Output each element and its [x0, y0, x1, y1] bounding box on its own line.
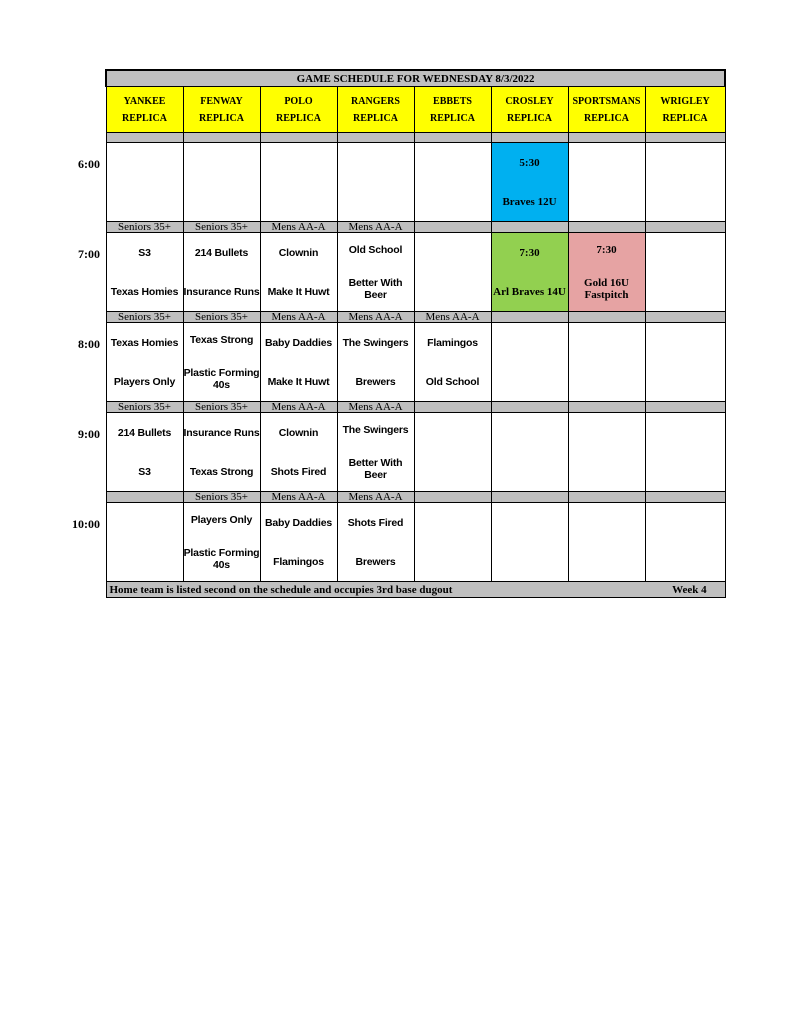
- game-time: 7:30: [596, 243, 617, 256]
- division-label: [568, 222, 645, 233]
- division-label: [568, 312, 645, 323]
- division-row: [106, 312, 725, 323]
- field-header-row: [106, 87, 725, 133]
- home-team: Better With Beer: [348, 456, 403, 481]
- separator-cell: [645, 133, 725, 143]
- division-label: Seniors 35+: [183, 402, 260, 413]
- division-label: Mens AA-A: [260, 402, 337, 413]
- game-cell: [337, 413, 414, 492]
- game-time: 5:30: [519, 156, 540, 169]
- game-cell: [183, 503, 260, 582]
- game-cell: [183, 143, 260, 222]
- division-label: Mens AA-A: [414, 312, 491, 323]
- away-team: Clownin: [278, 246, 319, 259]
- home-team-note: Home team is listed second on the schedule and occupies 3rd base dugout: [109, 583, 453, 596]
- game-cell: [106, 143, 183, 222]
- field-subtitle: REPLICA: [662, 112, 708, 124]
- game-time: 7:30: [519, 246, 540, 259]
- division-label: [491, 312, 568, 323]
- game-cell: [414, 233, 491, 312]
- field-header-rangers: [337, 87, 414, 133]
- separator-cell: [106, 133, 183, 143]
- game-cell: [491, 143, 568, 222]
- game-cell: [414, 143, 491, 222]
- game-cell: [568, 323, 645, 402]
- away-team: Old School: [348, 243, 403, 256]
- division-row: [106, 492, 725, 503]
- game-cell: [645, 323, 725, 402]
- team-name: Braves 12U: [502, 195, 557, 208]
- division-row: [106, 402, 725, 413]
- game-cell: [260, 413, 337, 492]
- away-team: Texas Strong: [189, 333, 254, 346]
- field-name: POLO: [284, 95, 313, 107]
- game-cell: [645, 413, 725, 492]
- week-label: Week 4: [672, 583, 707, 596]
- game-cell: [645, 233, 725, 312]
- game-cell: [337, 233, 414, 312]
- separator-cell: [414, 133, 491, 143]
- division-label: Mens AA-A: [337, 222, 414, 233]
- game-cell: [491, 413, 568, 492]
- division-label: [414, 402, 491, 413]
- division-label: [491, 222, 568, 233]
- away-team: The Swingers: [342, 423, 409, 436]
- division-label: Mens AA-A: [260, 222, 337, 233]
- away-team: Texas Homies: [110, 336, 179, 349]
- field-name: SPORTSMANS: [572, 95, 641, 107]
- away-team: The Swingers: [342, 336, 409, 349]
- division-label: [645, 402, 725, 413]
- footer-row: [106, 582, 725, 598]
- field-subtitle: REPLICA: [429, 112, 475, 124]
- game-row: [106, 503, 725, 582]
- field-header-fenway: [183, 87, 260, 133]
- game-row: [106, 413, 725, 492]
- separator-cell: [260, 133, 337, 143]
- division-row: [106, 222, 725, 233]
- time-label: 9:00: [78, 426, 100, 441]
- division-label: [645, 222, 725, 233]
- schedule-title: GAME SCHEDULE FOR WEDNESDAY 8/3/2022: [106, 70, 725, 87]
- game-cell: [106, 233, 183, 312]
- home-team: Texas Homies: [110, 285, 179, 298]
- home-team: Insurance Runs: [183, 285, 260, 298]
- team-name: Gold 16U Fastpitch: [584, 276, 629, 301]
- division-label: Mens AA-A: [337, 492, 414, 503]
- game-cell: [568, 233, 645, 312]
- separator-cell: [568, 133, 645, 143]
- division-label: [491, 402, 568, 413]
- away-team: Baby Daddies: [264, 516, 333, 529]
- game-cell: [183, 233, 260, 312]
- time-label: 8:00: [78, 336, 100, 351]
- game-cell: [106, 503, 183, 582]
- division-label: [414, 492, 491, 503]
- footer-cell: [106, 582, 725, 598]
- division-label: Seniors 35+: [183, 492, 260, 503]
- separator-row: [106, 133, 725, 143]
- field-name: YANKEE: [123, 95, 166, 107]
- home-team: Texas Strong: [189, 465, 254, 478]
- separator-cell: [337, 133, 414, 143]
- separator-cell: [183, 133, 260, 143]
- division-label: [491, 492, 568, 503]
- game-cell: [260, 143, 337, 222]
- field-subtitle: REPLICA: [121, 112, 167, 124]
- game-cell: [414, 323, 491, 402]
- game-cell: [337, 503, 414, 582]
- home-team: Make It Huwt: [267, 375, 330, 388]
- away-team: 214 Bullets: [194, 246, 249, 259]
- game-cell: [645, 143, 725, 222]
- division-label: Seniors 35+: [106, 222, 183, 233]
- game-cell: [645, 503, 725, 582]
- field-header-wrigley: [645, 87, 725, 133]
- field-name: EBBETS: [433, 95, 472, 107]
- away-team: Flamingos: [427, 336, 478, 349]
- schedule-table: [105, 69, 726, 598]
- home-team: Brewers: [355, 375, 396, 388]
- game-cell: [568, 503, 645, 582]
- separator-cell: [491, 133, 568, 143]
- field-subtitle: REPLICA: [352, 112, 398, 124]
- game-cell: [414, 503, 491, 582]
- division-label: Mens AA-A: [337, 402, 414, 413]
- field-name: CROSLEY: [505, 95, 554, 107]
- home-team: Plastic Forming 40s: [183, 546, 260, 571]
- time-label: 10:00: [72, 516, 100, 531]
- home-team: Shots Fired: [270, 465, 327, 478]
- away-team: S3: [138, 246, 151, 259]
- away-team: 214 Bullets: [117, 426, 172, 439]
- game-cell: [414, 413, 491, 492]
- game-cell: [337, 143, 414, 222]
- game-cell: [183, 413, 260, 492]
- home-team: Plastic Forming 40s: [183, 366, 260, 391]
- field-subtitle: REPLICA: [506, 112, 552, 124]
- time-label: 7:00: [78, 246, 100, 261]
- game-cell: [106, 323, 183, 402]
- field-header-polo: [260, 87, 337, 133]
- home-team: Flamingos: [273, 555, 324, 568]
- division-label: Seniors 35+: [183, 312, 260, 323]
- division-label: Mens AA-A: [260, 492, 337, 503]
- field-subtitle: REPLICA: [198, 112, 244, 124]
- division-label: [414, 222, 491, 233]
- home-team: Better With Beer: [348, 276, 403, 301]
- field-header-sportsmans: [568, 87, 645, 133]
- division-label: Seniors 35+: [106, 312, 183, 323]
- division-label: [106, 492, 183, 503]
- field-subtitle: REPLICA: [583, 112, 629, 124]
- game-cell: [491, 323, 568, 402]
- game-cell: [260, 233, 337, 312]
- field-header-yankee: [106, 87, 183, 133]
- game-row: [106, 323, 725, 402]
- field-header-ebbets: [414, 87, 491, 133]
- home-team: Brewers: [355, 555, 396, 568]
- game-cell: [337, 323, 414, 402]
- game-cell: [183, 323, 260, 402]
- game-cell: [568, 413, 645, 492]
- away-team: Insurance Runs: [183, 426, 260, 439]
- home-team: S3: [138, 465, 151, 478]
- time-label: 6:00: [78, 156, 100, 171]
- division-label: Seniors 35+: [106, 402, 183, 413]
- division-label: [645, 312, 725, 323]
- home-team: Players Only: [113, 375, 176, 388]
- away-team: Shots Fired: [347, 516, 404, 529]
- game-cell: [568, 143, 645, 222]
- division-label: [568, 402, 645, 413]
- division-label: Seniors 35+: [183, 222, 260, 233]
- game-cell: [106, 413, 183, 492]
- title-row: [106, 70, 725, 87]
- division-label: Mens AA-A: [337, 312, 414, 323]
- team-name: Arl Braves 14U: [493, 285, 566, 298]
- division-label: Mens AA-A: [260, 312, 337, 323]
- home-team: Make It Huwt: [267, 285, 330, 298]
- field-subtitle: REPLICA: [275, 112, 321, 124]
- field-header-crosley: [491, 87, 568, 133]
- game-cell: [491, 233, 568, 312]
- game-cell: [491, 503, 568, 582]
- away-team: Baby Daddies: [264, 336, 333, 349]
- field-name: FENWAY: [200, 95, 243, 107]
- game-row: [106, 143, 725, 222]
- division-label: [645, 492, 725, 503]
- field-name: WRIGLEY: [660, 95, 710, 107]
- away-team: Players Only: [190, 513, 253, 526]
- home-team: Old School: [425, 375, 480, 388]
- field-name: RANGERS: [351, 95, 400, 107]
- away-team: Clownin: [278, 426, 319, 439]
- division-label: [568, 492, 645, 503]
- game-cell: [260, 503, 337, 582]
- game-row: [106, 233, 725, 312]
- game-cell: [260, 323, 337, 402]
